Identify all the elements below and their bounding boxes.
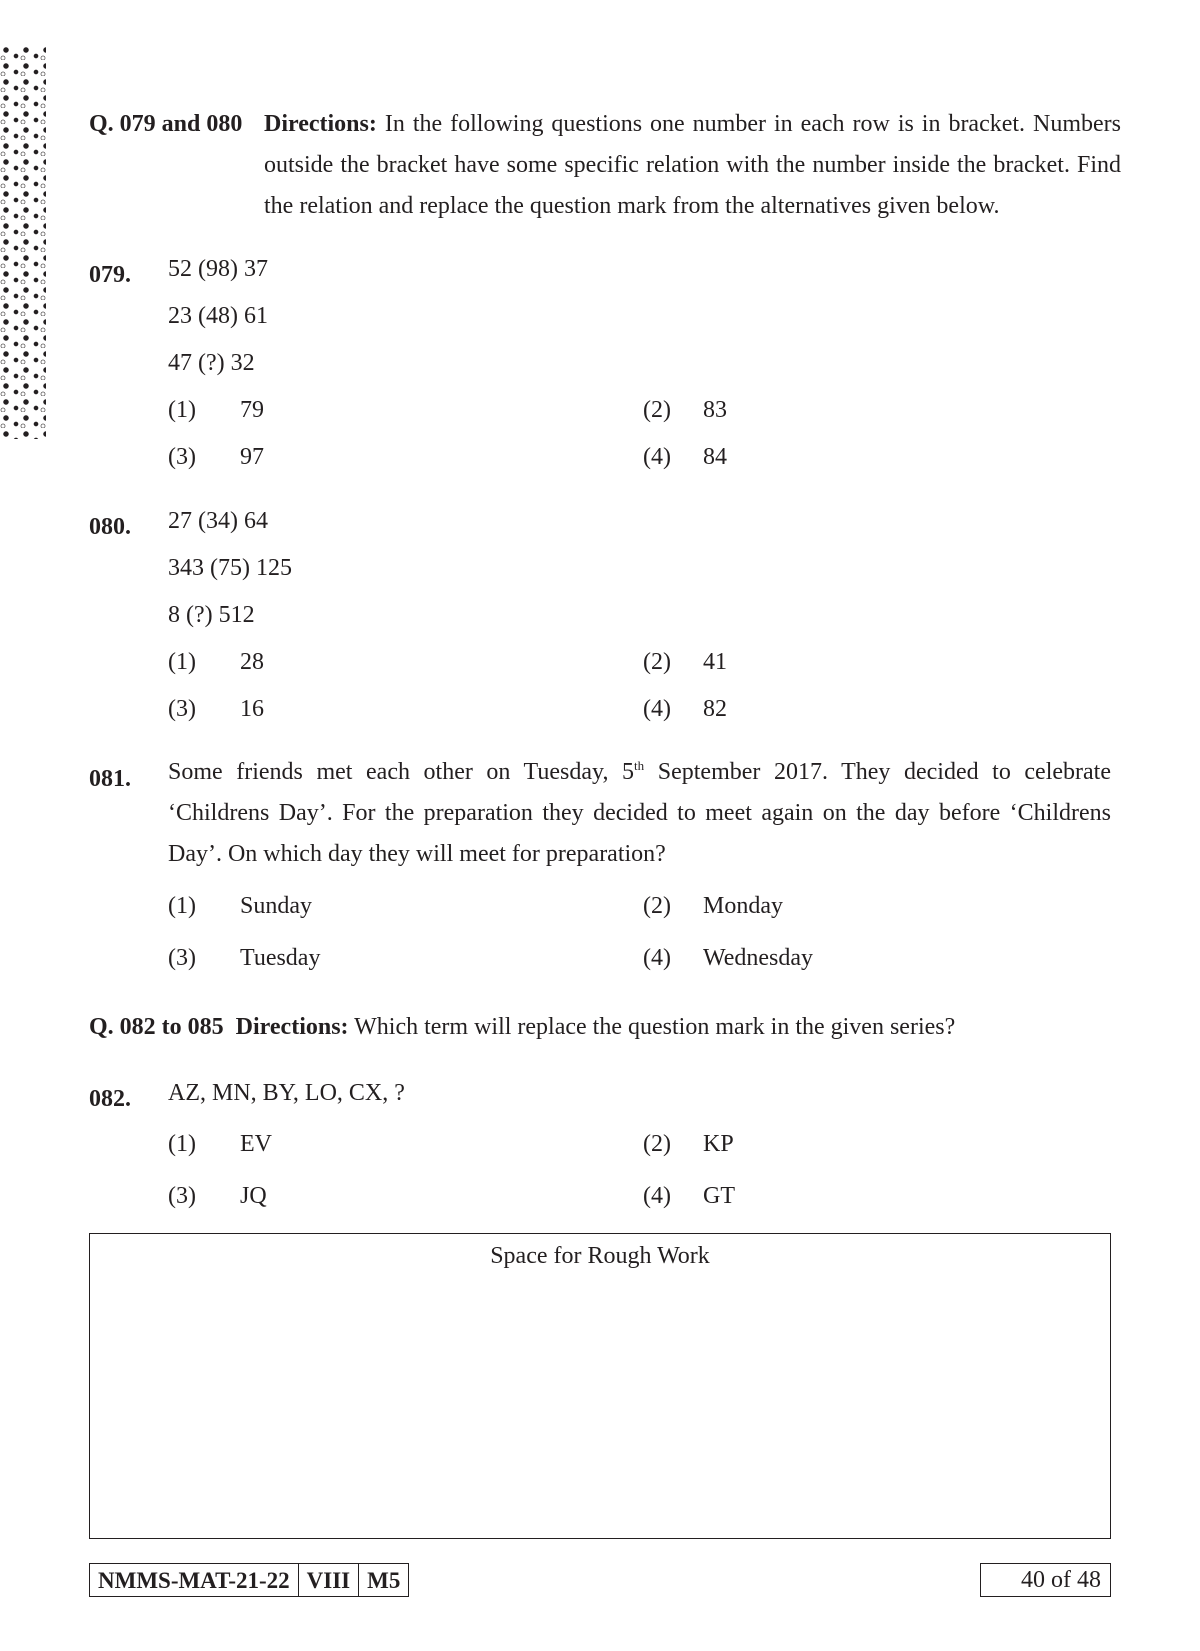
- option-value: Tuesday: [240, 945, 321, 971]
- class-label: VIII: [298, 1564, 358, 1596]
- question-number: 082.: [89, 1086, 131, 1112]
- option-value: Sunday: [240, 893, 312, 919]
- option-label: (2): [643, 1131, 671, 1157]
- option-label: (1): [168, 893, 196, 919]
- option-label: (4): [643, 1183, 671, 1209]
- option-label: (4): [643, 945, 671, 971]
- number-row: 23 (48) 61: [168, 303, 268, 329]
- directions-text: Directions: In the following questions one number in each row is in bracket. Numbers outside the bracket have some specific relation with the number inside the bracket. Find the relation and replace the question mark from the alternatives given below.: [264, 111, 1122, 219]
- option-label: (4): [643, 696, 671, 722]
- option-value: EV: [240, 1131, 272, 1157]
- option-label: (2): [643, 893, 671, 919]
- option-label: (3): [168, 1183, 196, 1209]
- option-value: GT: [703, 1183, 735, 1209]
- question-number: 079.: [89, 262, 131, 288]
- rough-work-box: [89, 1233, 1111, 1539]
- option-value: 84: [703, 444, 727, 470]
- option-value: 41: [703, 649, 727, 675]
- number-row: 8 (?) 512: [168, 602, 255, 628]
- option-value: JQ: [240, 1183, 267, 1209]
- option-value: Wednesday: [703, 945, 814, 971]
- paper-code: NMMS-MAT-21-22: [98, 1568, 290, 1593]
- question-text: Some friends met each other on Tuesday, 5th September 2017. They decided to celebrate ‘Childrens Day’. For the preparation they decided to meet again on the day before ‘Childrens Day’. On which day they will meet for preparation?: [168, 758, 1111, 867]
- series-text: AZ, MN, BY, LO, CX, ?: [168, 1080, 405, 1106]
- option-value: 83: [703, 397, 727, 423]
- option-value: 28: [240, 649, 264, 675]
- option-value: KP: [703, 1131, 734, 1157]
- option-label: (1): [168, 397, 196, 423]
- directions-range: Q. 079 and 080: [89, 111, 243, 137]
- number-row: 47 (?) 32: [168, 350, 255, 376]
- option-label: (2): [643, 649, 671, 675]
- directions-block-2: Q. 082 to 085 Directions: Which term will replace the question mark in the given series?: [89, 1014, 956, 1040]
- option-value: 97: [240, 444, 264, 470]
- question-number: 081.: [89, 766, 131, 792]
- number-row: 27 (34) 64: [168, 508, 268, 534]
- option-label: (1): [168, 1131, 196, 1157]
- option-label: (2): [643, 397, 671, 423]
- question-number: 080.: [89, 514, 131, 540]
- option-value: Monday: [703, 893, 783, 919]
- option-label: (3): [168, 945, 196, 971]
- option-value: 82: [703, 696, 727, 722]
- number-row: 343 (75) 125: [168, 555, 292, 581]
- option-value: 16: [240, 696, 264, 722]
- set-label: M5: [358, 1564, 408, 1596]
- directions-block: [89, 104, 1122, 219]
- option-label: (3): [168, 696, 196, 722]
- paper-code-box: [89, 1563, 409, 1597]
- page-number: 40 of 48: [980, 1563, 1111, 1597]
- number-row: 52 (98) 37: [168, 256, 268, 282]
- option-value: 79: [240, 397, 264, 423]
- option-label: (1): [168, 649, 196, 675]
- option-label: (4): [643, 444, 671, 470]
- option-label: (3): [168, 444, 196, 470]
- rough-work-title: Space for Rough Work: [490, 1243, 710, 1269]
- decorative-border: [0, 44, 46, 439]
